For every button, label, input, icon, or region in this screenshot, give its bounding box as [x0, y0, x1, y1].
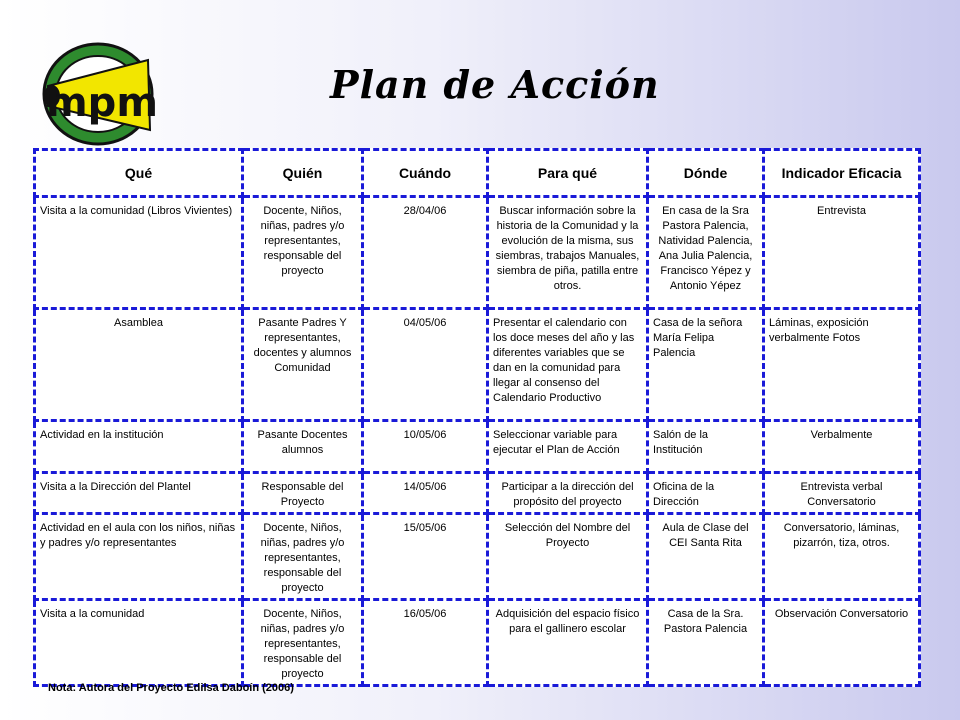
table-header-row [35, 150, 920, 197]
header-cuando: Cuándo [363, 150, 488, 197]
cell-donde: Oficina de la Dirección [648, 473, 764, 514]
cell-indicador: Observación Conversatorio [764, 600, 920, 686]
table-row [35, 197, 920, 309]
cell-para-que: Selección del Nombre del Proyecto [488, 514, 648, 600]
header-para-que: Para qué [488, 150, 648, 197]
table-row [35, 514, 920, 600]
table-row [35, 309, 920, 421]
cell-donde: Aula de Clase del CEI Santa Rita [648, 514, 764, 600]
cell-para-que: Adquisición del espacio físico para el gallinero escolar [488, 600, 648, 686]
cell-que: Visita a la comunidad [35, 600, 243, 686]
table-row [35, 473, 920, 514]
cell-cuando: 16/05/06 [363, 600, 488, 686]
cell-cuando: 04/05/06 [363, 309, 488, 421]
cell-que: Visita a la Dirección del Plantel [35, 473, 243, 514]
cell-indicador: Entrevista [764, 197, 920, 309]
mpm-logo [38, 38, 160, 150]
cell-donde: En casa de la Sra Pastora Palencia, Natividad Palencia, Ana Julia Palencia, Francisco Yépez y Antonio Yépez [648, 197, 764, 309]
header-que: Qué [35, 150, 243, 197]
cell-quien: Docente, Niños, niñas, padres y/o representantes, responsable del proyecto [243, 514, 363, 600]
cell-que: Actividad en la institución [35, 421, 243, 473]
logo-text: mpm [46, 80, 158, 126]
cell-indicador: Láminas, exposición verbalmente Fotos [764, 309, 920, 421]
source-note: Nota: Autora del Proyecto Edilsa Daboín (2006) [48, 682, 294, 694]
cell-donde: Casa de la señora María Felipa Palencia [648, 309, 764, 421]
page-title: Plan de Acción [330, 62, 660, 107]
cell-quien: Responsable del Proyecto [243, 473, 363, 514]
cell-quien: Docente, Niños, niñas, padres y/o representantes, responsable del proyecto [243, 197, 363, 309]
cell-quien: Docente, Niños, niñas, padres y/o representantes, responsable del proyecto [243, 600, 363, 686]
cell-indicador: Verbalmente [764, 421, 920, 473]
cell-para-que: Presentar el calendario con los doce meses del año y las diferentes variables que se dan en la comunidad para llegar al consenso del Calendario Productivo [488, 309, 648, 421]
header-indicador-eficacia: Indicador Eficacia [764, 150, 920, 197]
cell-donde: Casa de la Sra. Pastora Palencia [648, 600, 764, 686]
table-row [35, 421, 920, 473]
cell-cuando: 15/05/06 [363, 514, 488, 600]
header-quien: Quién [243, 150, 363, 197]
cell-que: Actividad en el aula con los niños, niñas y padres y/o representantes [35, 514, 243, 600]
cell-indicador: Entrevista verbal Conversatorio [764, 473, 920, 514]
mpm-logo-graphic [38, 38, 160, 150]
cell-cuando: 10/05/06 [363, 421, 488, 473]
cell-para-que: Buscar información sobre la historia de la Comunidad y la evolución de la misma, sus siembras, trabajos Manuales, siembra de piña, patilla entre otros. [488, 197, 648, 309]
cell-cuando: 14/05/06 [363, 473, 488, 514]
cell-para-que: Participar a la dirección del propósito del proyecto [488, 473, 648, 514]
cell-indicador: Conversatorio, láminas, pizarrón, tiza, otros. [764, 514, 920, 600]
table-row [35, 600, 920, 686]
cell-donde: Salón de la Institución [648, 421, 764, 473]
cell-cuando: 28/04/06 [363, 197, 488, 309]
cell-que: Visita a la comunidad (Libros Vivientes) [35, 197, 243, 309]
cell-que: Asamblea [35, 309, 243, 421]
cell-para-que: Seleccionar variable para ejecutar el Plan de Acción [488, 421, 648, 473]
header-donde: Dónde [648, 150, 764, 197]
cell-quien: Pasante Padres Y representantes, docentes y alumnos Comunidad [243, 309, 363, 421]
cell-quien: Pasante Docentes alumnos [243, 421, 363, 473]
action-plan-table [33, 148, 921, 687]
